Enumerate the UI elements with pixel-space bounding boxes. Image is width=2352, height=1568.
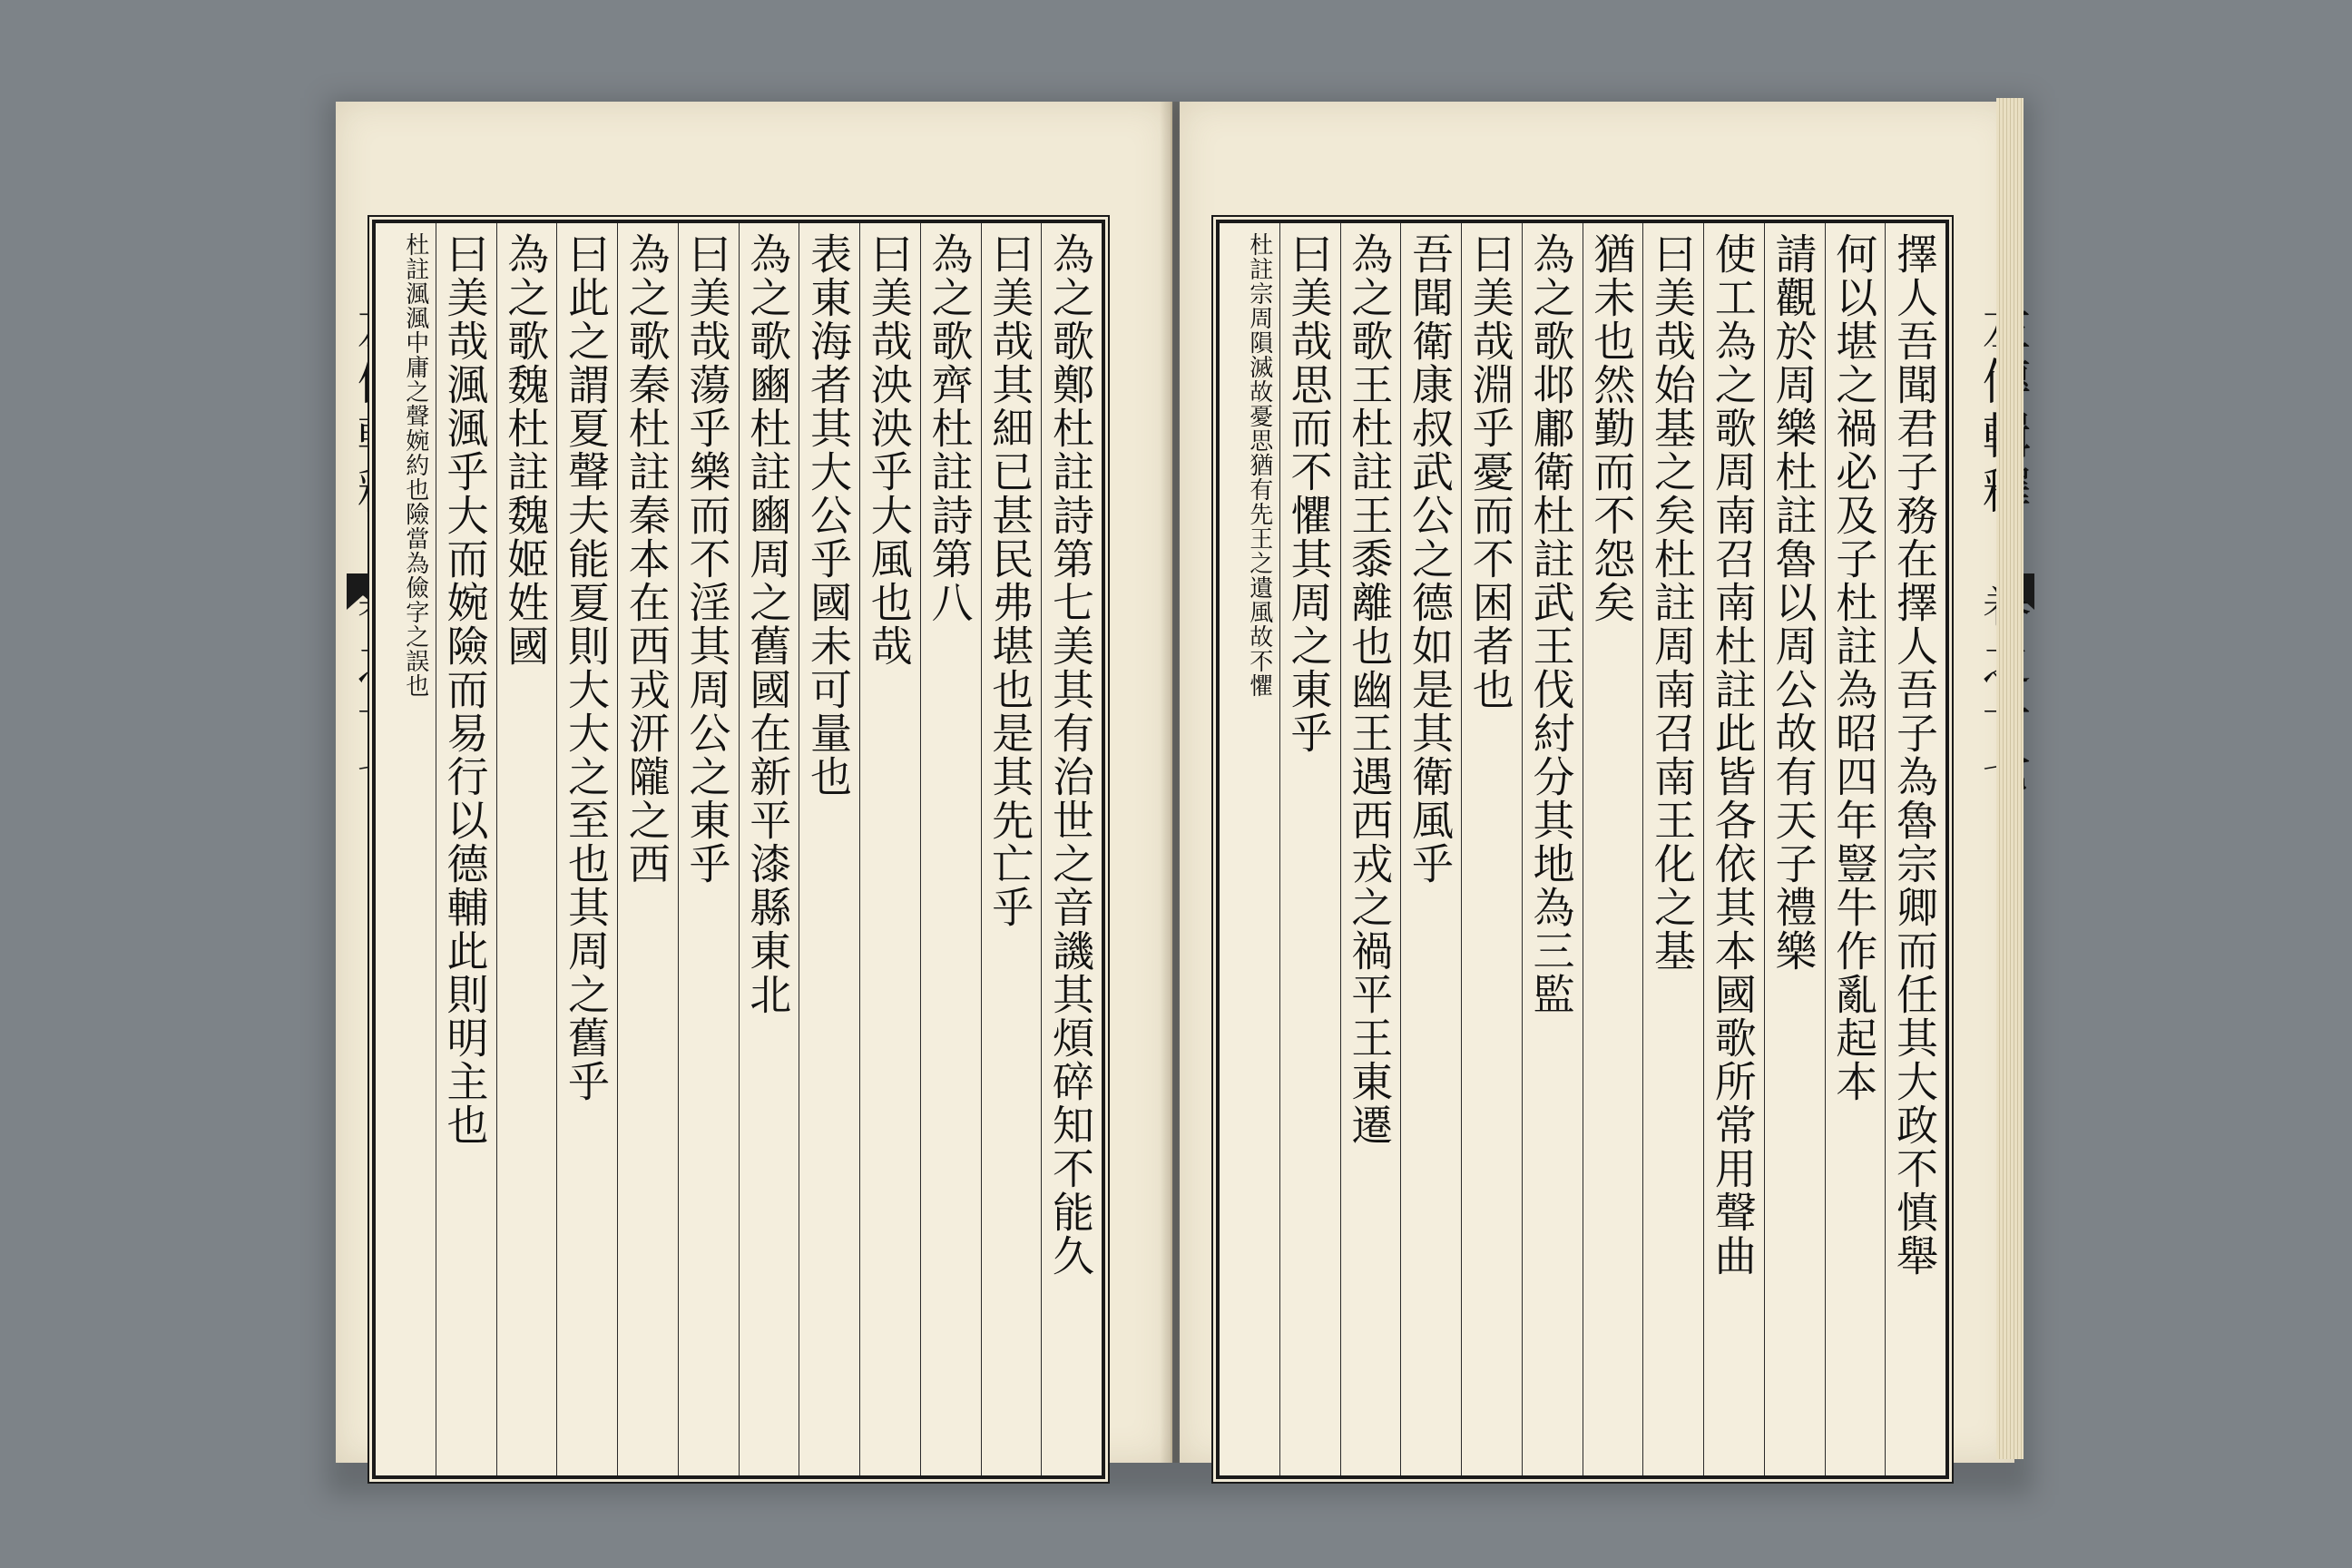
text-column: 為之歌王杜註王黍離也幽王遇西戎之禍平王東遷: [1340, 223, 1401, 1475]
text-column: 為之歌邶鄘衛杜註武王伐紂分其地為三監: [1522, 223, 1583, 1475]
text-column: 為之歌豳杜註豳周之舊國在新平漆縣東北: [739, 223, 799, 1475]
right-page: [1180, 102, 2014, 1463]
text-column: 吾聞衛康叔武公之德如是其衛風乎: [1400, 223, 1461, 1475]
text-column: 猶未也然勤而不怨矣: [1583, 223, 1643, 1475]
text-column: 為之歌魏杜註魏姬姓國: [496, 223, 557, 1475]
text-column: 何以堪之禍必及子杜註為昭四年豎牛作亂起本: [1825, 223, 1886, 1475]
text-column: 為之歌秦杜註秦本在西戎汧隴之西: [617, 223, 678, 1475]
text-column: 曰此之謂夏聲夫能夏則大大之至也其周之舊乎: [556, 223, 617, 1475]
right-text-frame: [1216, 220, 1949, 1479]
text-column: 曰美哉其細已甚民弗堪也是其先亡乎: [981, 223, 1042, 1475]
text-column: 曰美哉泱泱乎大風也哉: [859, 223, 920, 1475]
text-column: 擇人吾聞君子務在擇人吾子為魯宗卿而任其大政不慎舉: [1885, 223, 1945, 1475]
text-column: 為之歌齊杜註詩第八: [920, 223, 981, 1475]
left-columns: [376, 223, 1102, 1475]
right-columns: [1220, 223, 1945, 1475]
text-column: 曰美哉淵乎憂而不困者也: [1461, 223, 1522, 1475]
text-column: 曰美哉始基之矣杜註周南召南王化之基: [1642, 223, 1703, 1475]
text-column: 使工為之歌周南召南杜註此皆各依其本國歌所常用聲曲: [1703, 223, 1764, 1475]
text-column: 曰美哉蕩乎樂而不淫其周公之東乎: [678, 223, 739, 1475]
left-text-frame: [372, 220, 1105, 1479]
text-column: 請觀於周樂杜註魯以周公故有天子禮樂: [1764, 223, 1825, 1475]
commentary-column: 杜註渢渢中庸之聲婉約也險當為儉字之誤也: [401, 232, 429, 698]
text-column: 曰美哉渢渢乎大而婉險而易行以德輔此則明主也: [436, 223, 496, 1475]
page-edges: [1996, 98, 2024, 1459]
commentary-column: 杜註宗周隕滅故憂思猶有先王之遺風故不懼: [1245, 232, 1273, 698]
text-column: 為之歌鄭杜註詩第七美其有治世之音譏其煩碎知不能久: [1041, 223, 1102, 1475]
text-column: 表東海者其大公乎國未可量也: [799, 223, 859, 1475]
text-column: 曰美哉思而不懼其周之東乎: [1279, 223, 1340, 1475]
left-page: [336, 102, 1172, 1463]
